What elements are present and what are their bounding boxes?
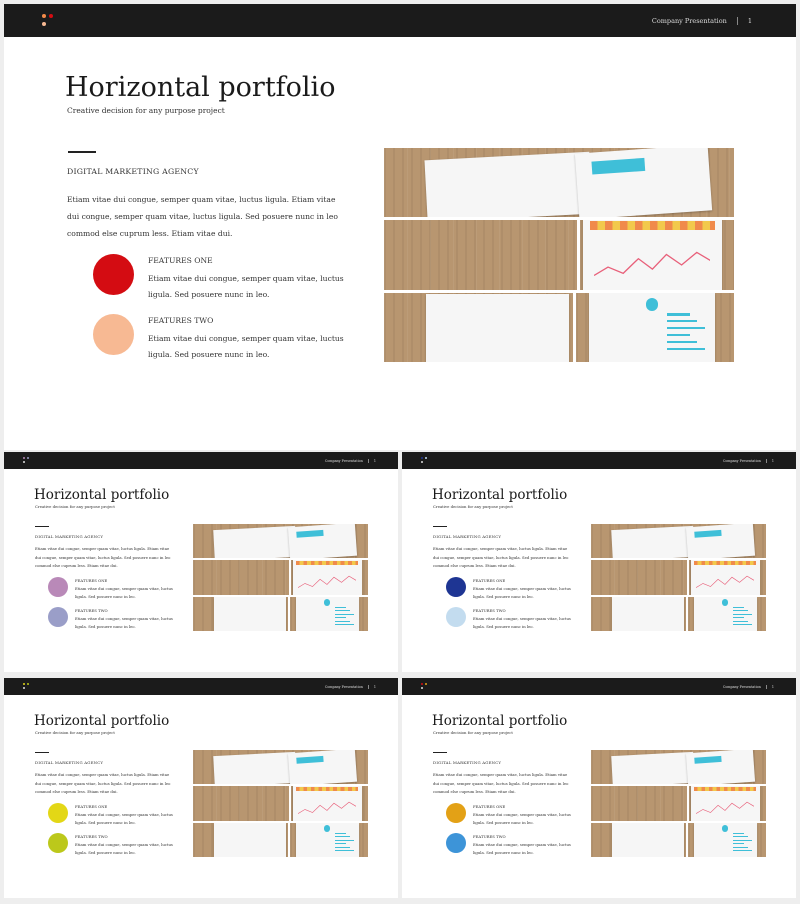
portfolio-photo: [591, 823, 686, 857]
portfolio-photo: [576, 293, 734, 362]
portfolio-photo-grid: [591, 524, 766, 631]
portfolio-photo: [688, 597, 767, 631]
feature-two-title: FEATURES TWO: [473, 608, 506, 613]
report-paper: [694, 823, 757, 857]
portfolio-photo: [291, 560, 368, 594]
feature-two-circle: [446, 607, 466, 627]
top-bar: [4, 452, 398, 469]
feature-two-circle: [93, 314, 134, 355]
feature-two-title: FEATURES TWO: [75, 834, 108, 839]
report-paper: [293, 786, 362, 820]
slide-title: Horizontal portfolio: [34, 713, 170, 729]
page-number: 1: [747, 16, 752, 25]
report-paper: [611, 752, 695, 784]
feature-one-title: FEATURES ONE: [75, 578, 108, 583]
company-label: Company Presentation: [722, 458, 761, 463]
feature-two-title: FEATURES TWO: [148, 316, 214, 325]
feature-two-circle: [48, 833, 68, 853]
feature-one-title: FEATURES ONE: [148, 256, 213, 265]
section-divider: [35, 752, 49, 753]
portfolio-photo: [591, 524, 766, 558]
logo-icon: [421, 457, 428, 464]
report-paper: [296, 823, 359, 857]
body-paragraph: Etiam vitae dui congue, semper quam vitae, luctus ligula. Etiam vitae dui congue, semper quam vitae, luctus ligula. Sed posuere nunc in leo commod else cuprum less. Etiam vitae dui.: [433, 546, 569, 568]
top-bar: [402, 678, 796, 695]
header-divider: [766, 685, 767, 689]
body-paragraph: Etiam vitae dui congue, semper quam vitae, luctus ligula. Etiam vitae dui congue, semper quam vitae, luctus ligula. Sed posuere nunc in leo commod else cuprum less. Etiam vitae dui.: [67, 195, 338, 238]
feature-one-circle: [446, 577, 466, 597]
report-paper: [214, 597, 286, 631]
feature-one-circle: [48, 803, 68, 823]
feature-two-text: Etiam vitae dui congue, semper quam vitae, luctus ligula. Sed posuere nunc in leo.: [75, 842, 173, 855]
portfolio-photo: [591, 750, 766, 784]
feature-two-text: Etiam vitae dui congue, semper quam vitae, luctus ligula. Sed posuere nunc in leo.: [148, 334, 344, 359]
company-label: Company Presentation: [324, 458, 363, 463]
feature-two-circle: [446, 833, 466, 853]
line-chart-decoration: [594, 244, 711, 286]
header-info: [325, 452, 398, 469]
body-paragraph: Etiam vitae dui congue, semper quam vitae, luctus ligula. Etiam vitae dui congue, semper quam vitae, luctus ligula. Sed posuere nunc in leo commod else cuprum less. Etiam vitae dui.: [35, 546, 171, 568]
section-divider: [433, 526, 447, 527]
portfolio-photo-grid: [193, 750, 368, 857]
portfolio-photo: [384, 148, 734, 217]
slide-subtitle: Creative decision for any purpose project: [433, 504, 513, 509]
header-divider: [766, 459, 767, 463]
agency-heading: DIGITAL MARKETING AGENCY: [433, 760, 502, 765]
agency-heading: DIGITAL MARKETING AGENCY: [35, 760, 104, 765]
logo-icon: [23, 683, 30, 690]
section-divider: [35, 526, 49, 527]
feature-two-title: FEATURES TWO: [473, 834, 506, 839]
feature-one-circle: [48, 577, 68, 597]
portfolio-photo-grid: [193, 524, 368, 631]
company-label: Company Presentation: [324, 684, 363, 689]
report-paper: [612, 597, 684, 631]
portfolio-photo: [193, 786, 289, 820]
slide-title: Horizontal portfolio: [432, 713, 568, 729]
feature-two-text: Etiam vitae dui congue, semper quam vitae, luctus ligula. Sed posuere nunc in leo.: [473, 842, 571, 855]
slide-title: Horizontal portfolio: [34, 487, 170, 503]
logo-icon: [23, 457, 30, 464]
line-chart-decoration: [298, 798, 356, 819]
slide-variant-orange[interactable]: [402, 678, 796, 898]
report-paper: [213, 752, 297, 784]
header-divider: [368, 685, 369, 689]
feature-one-circle: [93, 254, 134, 295]
slide-variant-blue[interactable]: [402, 452, 796, 672]
report-paper: [691, 786, 760, 820]
header-info: [723, 452, 796, 469]
logo-icon: [42, 14, 56, 28]
header-info: [325, 678, 398, 695]
agency-heading: DIGITAL MARKETING AGENCY: [35, 534, 104, 539]
report-paper: [288, 750, 357, 784]
feature-one-text: Etiam vitae dui congue, semper quam vitae, luctus ligula. Sed posuere nunc in leo.: [473, 812, 571, 825]
body-paragraph: Etiam vitae dui congue, semper quam vitae, luctus ligula. Etiam vitae dui congue, semper quam vitae, luctus ligula. Sed posuere nunc in leo commod else cuprum less. Etiam vitae dui.: [433, 772, 569, 794]
feature-two-title: FEATURES TWO: [75, 608, 108, 613]
section-divider: [433, 752, 447, 753]
portfolio-photo: [580, 220, 735, 289]
feature-one-title: FEATURES ONE: [473, 578, 506, 583]
feature-one-title: FEATURES ONE: [75, 804, 108, 809]
section-divider: [68, 151, 96, 153]
portfolio-photo: [193, 823, 288, 857]
slide-subtitle: Creative decision for any purpose project: [35, 730, 115, 735]
portfolio-photo: [689, 560, 766, 594]
report-paper: [288, 524, 357, 558]
slide-title: Horizontal portfolio: [65, 72, 336, 103]
portfolio-photo: [688, 823, 767, 857]
slide-subtitle: Creative decision for any purpose project: [67, 106, 225, 115]
report-paper: [574, 148, 711, 217]
portfolio-photo-grid: [384, 148, 734, 362]
slide-variant-purple[interactable]: [4, 452, 398, 672]
report-paper: [691, 560, 760, 594]
report-paper: [694, 597, 757, 631]
report-paper: [686, 524, 755, 558]
portfolio-photo: [591, 597, 686, 631]
header-info: [723, 678, 796, 695]
report-paper: [612, 823, 684, 857]
header-divider: [737, 17, 738, 25]
portfolio-photo-grid: [591, 750, 766, 857]
feature-two-text: Etiam vitae dui congue, semper quam vitae, luctus ligula. Sed posuere nunc in leo.: [75, 616, 173, 629]
report-paper: [686, 750, 755, 784]
slide-subtitle: Creative decision for any purpose project: [433, 730, 513, 735]
top-bar: [4, 678, 398, 695]
page-number: 1: [373, 684, 376, 689]
agency-heading: DIGITAL MARKETING AGENCY: [67, 167, 199, 176]
report-paper: [583, 220, 722, 289]
report-paper: [296, 597, 359, 631]
feature-two-text: Etiam vitae dui congue, semper quam vitae, luctus ligula. Sed posuere nunc in leo.: [473, 616, 571, 629]
portfolio-photo: [193, 560, 289, 594]
portfolio-photo: [290, 597, 369, 631]
portfolio-photo: [591, 786, 687, 820]
logo-icon: [421, 683, 428, 690]
page-number: 1: [771, 684, 774, 689]
page-number: 1: [373, 458, 376, 463]
report-paper: [214, 823, 286, 857]
portfolio-photo: [290, 823, 369, 857]
report-paper: [424, 152, 592, 217]
report-paper: [589, 293, 715, 362]
report-paper: [293, 560, 362, 594]
agency-heading: DIGITAL MARKETING AGENCY: [433, 534, 502, 539]
header-divider: [368, 459, 369, 463]
feature-one-circle: [446, 803, 466, 823]
slide-variant-yellow[interactable]: [4, 678, 398, 898]
report-paper: [213, 526, 297, 558]
top-bar: [402, 452, 796, 469]
body-paragraph: Etiam vitae dui congue, semper quam vitae, luctus ligula. Etiam vitae dui congue, semper quam vitae, luctus ligula. Sed posuere nunc in leo commod else cuprum less. Etiam vitae dui.: [35, 772, 171, 794]
feature-one-text: Etiam vitae dui congue, semper quam vitae, luctus ligula. Sed posuere nunc in leo.: [75, 586, 173, 599]
portfolio-photo: [193, 524, 368, 558]
slide-title: Horizontal portfolio: [432, 487, 568, 503]
portfolio-photo: [591, 560, 687, 594]
feature-one-text: Etiam vitae dui congue, semper quam vitae, luctus ligula. Sed posuere nunc in leo.: [148, 274, 344, 299]
page-number: 1: [771, 458, 774, 463]
portfolio-photo: [291, 786, 368, 820]
slide-main[interactable]: [4, 4, 796, 450]
feature-one-text: Etiam vitae dui congue, semper quam vitae, luctus ligula. Sed posuere nunc in leo.: [75, 812, 173, 825]
portfolio-photo: [384, 220, 577, 289]
line-chart-decoration: [298, 572, 356, 593]
company-label: Company Presentation: [722, 684, 761, 689]
report-paper: [426, 294, 570, 362]
company-label: Company Presentation: [651, 16, 727, 25]
top-bar: [4, 4, 796, 37]
line-chart-decoration: [696, 572, 754, 593]
slide-subtitle: Creative decision for any purpose project: [35, 504, 115, 509]
line-chart-decoration: [696, 798, 754, 819]
feature-two-circle: [48, 607, 68, 627]
portfolio-photo: [193, 750, 368, 784]
feature-one-text: Etiam vitae dui congue, semper quam vitae, luctus ligula. Sed posuere nunc in leo.: [473, 586, 571, 599]
header-info: [652, 4, 796, 37]
portfolio-photo: [384, 293, 573, 362]
portfolio-photo: [689, 786, 766, 820]
portfolio-photo: [193, 597, 288, 631]
report-paper: [611, 526, 695, 558]
feature-one-title: FEATURES ONE: [473, 804, 506, 809]
